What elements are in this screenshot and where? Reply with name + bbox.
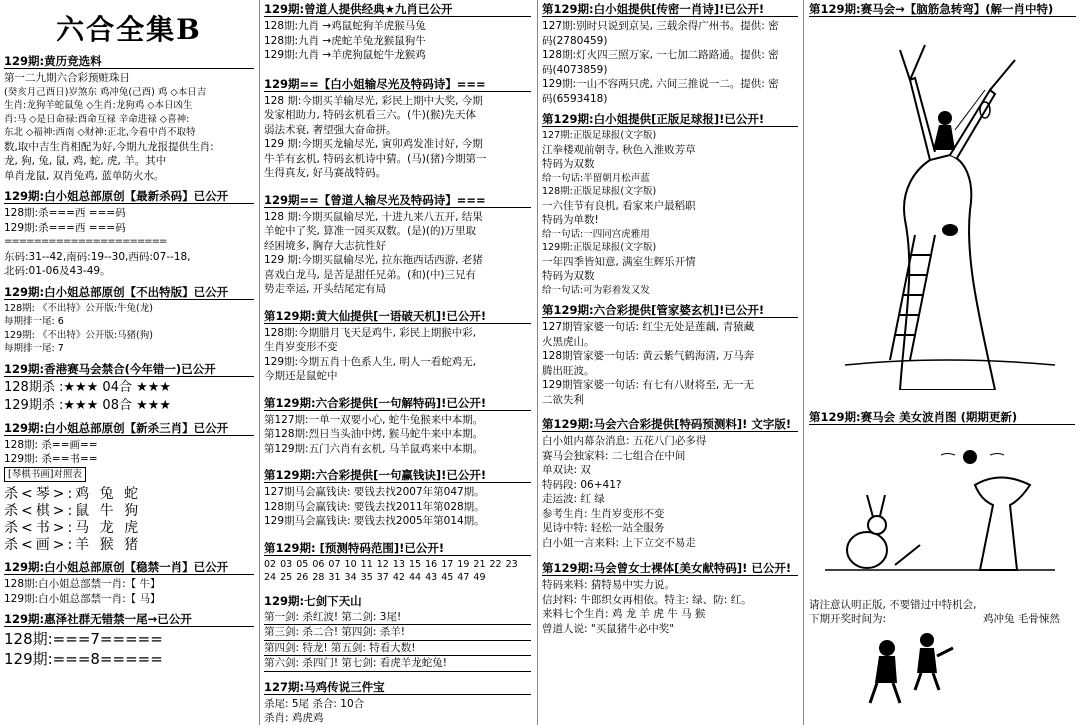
text-line: 东码:31--42,南码:19--30,西码:07--18, [4,250,191,263]
text-line: 128期:九肖 →虎蛇羊兔龙猴鼠狗牛 [264,34,426,47]
text-line: 128期:===7===== [4,630,163,648]
text-line: 129期:一山不容两只虎, 六间三推说一二。提供: 密 [542,78,779,90]
text-line: 势走幸运, 开头结尾定有局 [264,283,387,295]
text-line: 129期管家婆一句话: 有七有八财将至, 无一无 [542,379,755,391]
section-header: 第129期:六合彩提供[一句解特码]!已公开! [264,396,531,411]
riddle-header: 第129期:赛马会→【脑筋急转弯】(解一肖中特) [809,2,1076,17]
text-line: 发家相助力, 特码玄机看三六。(牛)(猴)先天体 [264,109,477,121]
text-line: 给一句话:可为彩着发又发 [542,284,650,296]
text-line: 127期管家婆一句话: 红尘无处是莲藕, 青猿藏 [542,321,755,333]
section-no-special [4,285,254,356]
text-line: 生得真友, 好马赛战特码。 [264,167,387,179]
text-line: 牛羊有玄机, 特码玄机诗中猜。(马)(猪)今期第一 [264,152,487,165]
figures-cartoon-illustration [805,628,1080,723]
section-bai-poem [264,77,531,181]
section-kill-three [4,421,254,555]
text-line: 东北 ◇福神:西南 ◇财神:正北,今看中肖不取特 [4,127,196,138]
section-win-money [264,468,531,529]
text-line: 129期:杀===西 ===码 [4,221,126,234]
text-line: 曾道人说: "买鼠猪牛必中奖" [542,622,675,635]
section-header: 129期:白小姐总部原创【不出特版】已公开 [4,285,254,300]
text-line: 码(6593418) [542,92,608,105]
text-line: 第三剑: 杀二合! 第四剑: 杀羊! [264,625,531,641]
text-line: 赛马会独家料: 二七组合在中间 [542,449,686,462]
section-range [264,541,531,584]
text-line: 火黑虎山。 [542,335,595,348]
table-row: 杀<书>:马 龙 虎 [4,520,142,536]
text-line: 信封料: 牛郎织女再相依。特主: 绿、防: 红。 [542,593,752,606]
text-line: 128 期:今期买羊输尽光, 彩民上期中大奖, 今期 [264,94,483,107]
text-line: 特码为双数 [542,270,595,282]
text-line: 特码为双数 [542,158,595,170]
beauty-chart-header: 第129期:赛马会 美女波肖图 (期期更新) [809,410,1075,425]
text-line: 见诗中特: 轻松一站全服务 [542,522,665,534]
text-line: 127期马会赢钱诀: 要钱去找2007年第047期。 [264,486,485,498]
table-row: 杀<棋>:鼠 牛 狗 [4,503,142,519]
text-line: 特码为单数! [542,214,599,226]
section-header: 127期:马鸡传说三件宝 [264,680,531,695]
section-header: 第129期:马会曾女士裸体[美女献特码]! 已公开! [542,562,798,576]
section-hk-ban [4,362,254,415]
text-line: 128期:杀===西 ===码 [4,207,126,219]
notice-text: 下期开奖时间为: [809,613,887,625]
text-line: 羊蛇中了奖, 算准一园买双数。(是)(的)万里取 [264,225,477,237]
tree-cartoon-illustration [805,20,1080,390]
section-ban-tail [4,612,254,669]
clue-text: 鸡冲兔 毛骨悚然 [983,613,1060,625]
text-line: 一六佳节有良机, 看家来户最稻职 [542,199,696,212]
text-line: 白小姐内幕杂消息: 五花八门必多得 [542,435,707,447]
text-line: 龙, 狗, 兔, 鼠, 鸡, 蛇, 虎, 羊。其中 [4,155,167,167]
text-line: 喜戏白龙马, 是苦是甜任兄弟。(和)(中)三兄有 [264,268,477,281]
section-header: 129期:白小姐总部原创【新杀三肖】已公开 [4,421,254,436]
section-header: 129期:惠泽社群无错禁一尾→已公开 [4,612,254,627]
text-line: 129期杀 :★★★ 08合 ★★★ [4,397,172,413]
text-line: 128期管家婆一句话: 黄云紫气鹤海清, 万马奔 [542,350,755,362]
text-line: 128期: 《不出特》公开版:牛兔(龙) [4,302,153,314]
text-line: 特码来料: 猜特易中实力说。 [542,579,675,591]
number-list: 02 03 05 06 07 10 11 12 13 15 16 17 19 21 22 23 24 25 26 28 31 34 35 37 42 44 43 45 47 49 [264,558,518,583]
section-header: 第129期:黄大仙提供[一语破天机]!已公开! [264,309,531,324]
text-line: 128期: 杀==画== [4,438,98,451]
notice-text: 请注意认明正版, 不要错过中特机会, [809,599,977,611]
section-nine-zodiac [264,2,531,63]
text-line: 腾出旺波。 [542,364,595,377]
text-line: (癸亥月己酉日)岁煞东 鸡冲兔(己酉) 鸡 ◇本日吉 [4,86,207,98]
text-line: 127期:别时只说到京吴, 三载余得广州书。提供: 密 [542,20,779,32]
text-line: 杀肖: 鸡虎鸡 [264,712,324,724]
section-seven-swords [264,594,531,672]
section-header: 129期:黄历竞选料 [4,54,254,69]
section-header: 第129期:白小姐提供[传密一肖诗]!已公开! [542,2,798,17]
section-football [542,112,798,297]
section-header: 第129期: [预测特码范围]!已公开! [264,541,531,556]
text-line: 128期杀 :★★★ 04合 ★★★ [4,379,172,395]
section-secret-poem [542,2,798,106]
text-line: 129期:白小姐总部禁一肖:【 马】 [4,592,161,605]
text-line: 第128期:烈日当头油中烤, 猴马蛇牛来中本期。 [264,428,484,440]
text-line: 128期:正版足球报(文字版) [542,186,657,197]
column-4 [805,0,1080,725]
column-3 [538,0,802,725]
text-line: 二欲失利 [542,393,584,406]
text-line: 129期:九肖 →羊虎狗鼠蛇牛龙猴鸡 [264,49,426,61]
section-kill-code [4,189,254,279]
section-ban-one [4,560,254,606]
section-zeng-poem [264,193,531,297]
section-header: 第129期:六合彩提供[一句赢钱诀]!已公开! [264,468,531,483]
zodiac-table [4,486,254,554]
text-line: 第129期:五门六肖有玄机, 马羊鼠鸡来中本期。 [264,442,484,455]
text-line: 单双诀: 双 [542,464,591,476]
text-line: 127期:正版足球报(文字版) [542,130,657,141]
text-line: 走运波: 红 绿 [542,493,605,505]
text-line: 码(4073859) [542,63,608,76]
text-line: 今期还是鼠蛇中 [264,370,338,382]
text-line: 生肖:龙狗羊蛇鼠兔 ◇生肖:龙狗鸡 ◇本日凶生 [4,100,193,111]
text-line: 每期排一尾: 7 [4,343,64,354]
text-line: 杀尾: 5尾 杀合: 10合 [264,697,365,710]
section-header: 129期:白小姐总部原创【稳禁一肖】已公开 [4,560,254,575]
table-row: 杀<画>:羊 猴 猪 [4,537,142,553]
text-line: 弱法术衰, 奢望强大奋命拼。 [264,123,397,136]
section-header: 第129期:马会六合彩提供[特码预测料]! 文字版! [542,417,798,432]
text-line: 128期马会赢钱诀: 要钱去找2011年第028期。 [264,500,485,513]
text-line: 第127期:一单一双要小心, 蛇牛兔猴来中本期。 [264,413,484,426]
section-header: 129期==【白小姐输尽光及特码诗】=== [264,77,531,92]
text-line: 码(2780459) [542,34,608,47]
rabbit-cartoon-illustration [805,425,1080,590]
text-line: 单肖龙鼠, 双肖兔鸡, 蓝单防火水。 [4,169,165,182]
column-2 [260,0,535,725]
section-header: 129期:曾道人提供经典★九肖已公开 [264,2,531,17]
text-line: 129期: 杀==书== [4,453,98,465]
text-line: 128 期:今期买鼠输尽光, 十进九来八五开, 结果 [264,210,483,223]
text-line: 128期:今期腊月飞天是鸡牛, 彩民上期猴中彩, [264,326,477,339]
table-caption: [琴棋书画]对照表 [4,467,86,483]
text-line: 每期排一尾: 6 [4,316,64,327]
column-1 [0,0,258,725]
text-line: 参考生肖: 生肖岁变形不变 [542,507,665,520]
page-title: 六合全集B [56,13,202,46]
text-line: 129期:正版足球报(文字版) [542,242,657,253]
text-line: 128期:白小姐总部禁一肖:【 牛】 [4,578,161,590]
section-beauty-code [542,562,798,636]
text-line: 129 期:今期买龙输尽光, 寅卯鸡发准讨好, 今期 [264,138,483,150]
section-header: 129期:香港赛马会禁合(今年错一)已公开 [4,362,254,377]
text-line: ====================== [4,236,167,247]
section-housekeeper [542,303,798,407]
text-line: 128期:灯火四三照万家, 一七加二路路通。提供: 密 [542,49,779,61]
section-header: 第129期:白小姐提供[正版足球报]!已公开! [542,112,798,127]
section-almanac [4,54,254,183]
text-line: 129 期:今期买鼠输尽光, 拉东拖西话西游, 老猪 [264,254,483,266]
section-three-treasures [264,680,531,725]
text-line: 北码:01-06及43-49。 [4,265,111,277]
section-prediction [542,417,798,550]
section-one-sentence [264,396,531,457]
text-line: 特码段: 06+41? [542,478,622,491]
text-line: 江拳楼观前朝寺, 秋色入淮败芳草 [542,143,696,156]
text-line: 第一二九期六合彩预赃珠日 [4,72,130,84]
table-row: 杀<琴>:鸡 兔 蛇 [4,486,142,502]
section-header: 第129期:六合彩提供[管家婆玄机]!已公开! [542,303,798,318]
text-line: 129期:今期五肖十色系人生, 明人一看蛇鸡无, [264,355,477,368]
text-line: 第一剑: 杀红波! 第二剑: 3尾! [264,610,531,626]
text-line: 白小姐一言来料: 上下立交不易走 [542,536,696,549]
section-header: 129期==【曾道人输尽光及特码诗】=== [264,193,531,208]
section-header: 129期:七剑下天山 [264,593,362,608]
text-line: 来料七个生肖: 鸡 龙 羊 虎 牛 马 猴 [542,608,706,620]
text-line: 129期:===8===== [4,650,163,668]
text-line: 129期马会赢钱诀: 要钱去找2005年第014期。 [264,515,485,527]
text-line: 128期:九肖 →鸡鼠蛇狗羊虎猴马兔 [264,20,426,32]
section-huang-daxian [264,309,531,384]
text-line: 经困境多, 胸存大志抗性好 [264,239,387,252]
section-header: 129期:白小姐总部原创【最新杀码】已公开 [4,189,254,204]
text-line: 第四剑: 特龙! 第五剑: 特看大数! [264,641,531,657]
text-line: 129期: 《不出特》公开版:马猪(狗) [4,329,153,341]
text-line: 给一句话:半留朝月松声蓝 [542,172,650,184]
text-line: 给一句话:一四同宫虎雅用 [542,228,650,240]
text-line: 一年四季皆知意, 满室生辉乐开情 [542,255,696,268]
text-line: 第六剑: 杀四门! 第七剑: 看虎羊龙蛇兔! [264,656,531,672]
text-line: 数,取中吉生肖相配为好,今期九龙报提供生肖: [4,140,214,153]
text-line: 生肖岁变形不变 [264,341,338,353]
text-line: 肖:马 ◇是日命禄:酉命互禄 辛命进禄 ◇喜神: [4,113,190,125]
